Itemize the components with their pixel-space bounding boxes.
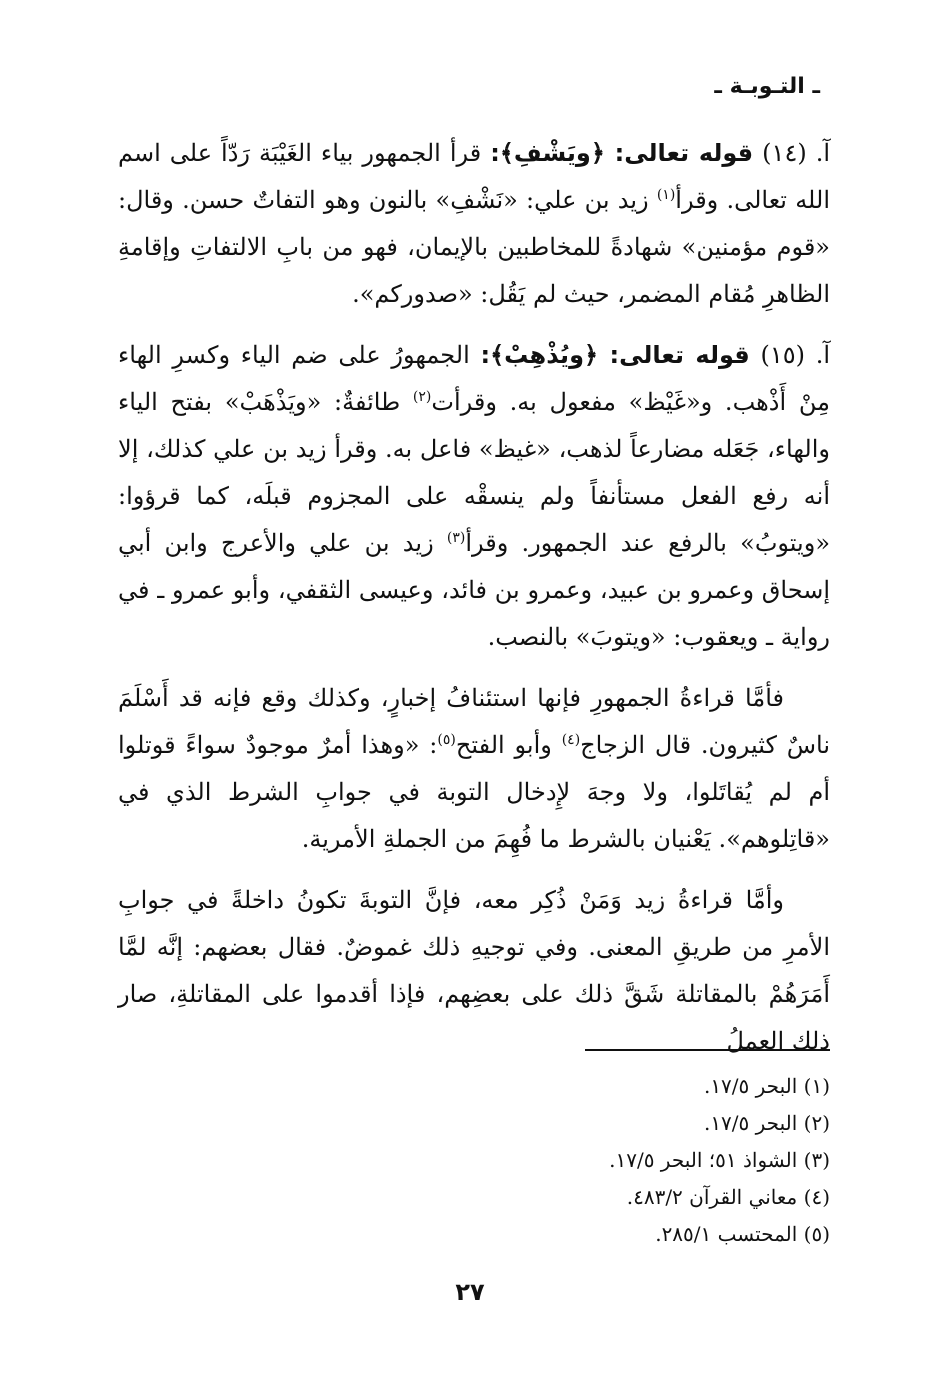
page-number: ٢٧ bbox=[455, 1278, 485, 1306]
footnote-marker: (٣) bbox=[446, 530, 466, 546]
footnote-2: (٢) البحر ١٧/٥. bbox=[703, 1111, 830, 1135]
paragraph-text: قرأ الجمهور بياء الغَيْبَة رَدّاً على اسم الله تعالى. وقرأ bbox=[118, 139, 830, 214]
running-head: ـ التـوبـة ـ bbox=[714, 74, 820, 99]
verse-heading: قوله تعالى: ﴿ويَشْفِ﴾: bbox=[490, 139, 754, 167]
paragraph-verse-15 bbox=[118, 332, 830, 661]
footnote-3: (٣) الشواذ ٥١؛ البحر ١٧/٥. bbox=[609, 1148, 830, 1172]
footnote-marker: (٥) bbox=[437, 732, 456, 748]
paragraph-majority-reading bbox=[118, 675, 830, 863]
footnote-marker: (٢) bbox=[412, 389, 432, 405]
paragraph-verse-14 bbox=[118, 130, 830, 318]
footnote-separator bbox=[585, 1049, 830, 1051]
footnote-5: (٥) المحتسب ٢٨٥/١. bbox=[655, 1222, 830, 1246]
footnote-4: (٤) معاني القرآن ٤٨٣/٢. bbox=[626, 1185, 830, 1209]
footnotes bbox=[609, 1068, 830, 1253]
paragraph-text: زيد بن علي: «نَشْفِ» بالنون وهو التفاتٌ حسن. وقال: «قوم مؤمنين» شهادةً للمخاطبين بالإيمان، فهو من بابِ الالتفاتِ وإقامةِ الظاهرِ مُقام المضمر، حيث لم يَقُل: «صدوركم». bbox=[118, 186, 830, 308]
verse-ref: آ. (١٤) bbox=[762, 139, 830, 167]
paragraph-text: الجمهورُ على ضم الياء وكسرِ الهاء مِنْ أَذْهب. و«غَيْظ» مفعول به. وقرأت bbox=[118, 341, 830, 416]
paragraph-text: : «وهذا أمرٌ موجودٌ سواءً قوتلوا أم لم يُقاتَلوا، ولا وجهَ لإِدخال التوبة في جوابِ الشرط الذي في «قاتِلوهم». يَعْنيان بالشرط ما فُهِمَ من الجملةِ الأمرية. bbox=[118, 731, 831, 853]
paragraph-text: طائفةٌ: «ويَذْهَبْ» بفتح الياء والهاء، جَعَله مضارعاً لذهب، «غيظ» فاعل به. وقرأ زيد بن علي كذلك، إلا أنه رفع الفعل مستأنفاً ولم ينسقْه على المجزوم قبلَه، كما قرؤوا: «ويتوبُ» بالرفع عند الجمهور. وقرأ bbox=[118, 388, 831, 557]
paragraph-text: وأبو الفتح bbox=[455, 731, 562, 759]
footnote-1: (١) البحر ١٧/٥. bbox=[703, 1074, 830, 1098]
verse-heading: قوله تعالى: ﴿ويُذْهِبْ﴾: bbox=[480, 341, 750, 369]
footnote-marker: (١) bbox=[656, 187, 676, 203]
footnote-marker: (٤) bbox=[561, 732, 581, 748]
paragraph-text: زيد بن علي والأعرج وابن أبي إسحاق وعمرو بن عبيد، وعمرو بن فائد، وعيسى الثقفي، وأبو عمرو ـ في رواية ـ ويعقوب: «ويتوبَ» بالنصب. bbox=[118, 529, 830, 651]
paragraph-text: فأمَّا قراءةُ الجمهورِ فإنها استئنافُ إخبارٍ، وكذلك وقع فإنه قد أَسْلَمَ ناسٌ كثيرون. قال الزجاج bbox=[118, 684, 830, 759]
paragraph-text: وأمَّا قراءةُ زيد وَمَنْ ذُكِر معه، فإنَّ التوبةَ تكونُ داخلةً في جوابِ الأمرِ من طريقِ المعنى. وفي توجيهِ ذلك غموضٌ. فقال بعضهم: إنَّه لمَّا أَمَرَهُمْ بالمقاتلة شَقَّ ذلك على بعضِهم، فإذا أقدموا على المقاتلةِ، صار ذلك العملُ bbox=[118, 886, 830, 1055]
body-text bbox=[118, 130, 830, 1065]
paragraph-zayd-reading bbox=[118, 877, 830, 1065]
verse-ref: آ. (١٥) bbox=[760, 341, 831, 369]
